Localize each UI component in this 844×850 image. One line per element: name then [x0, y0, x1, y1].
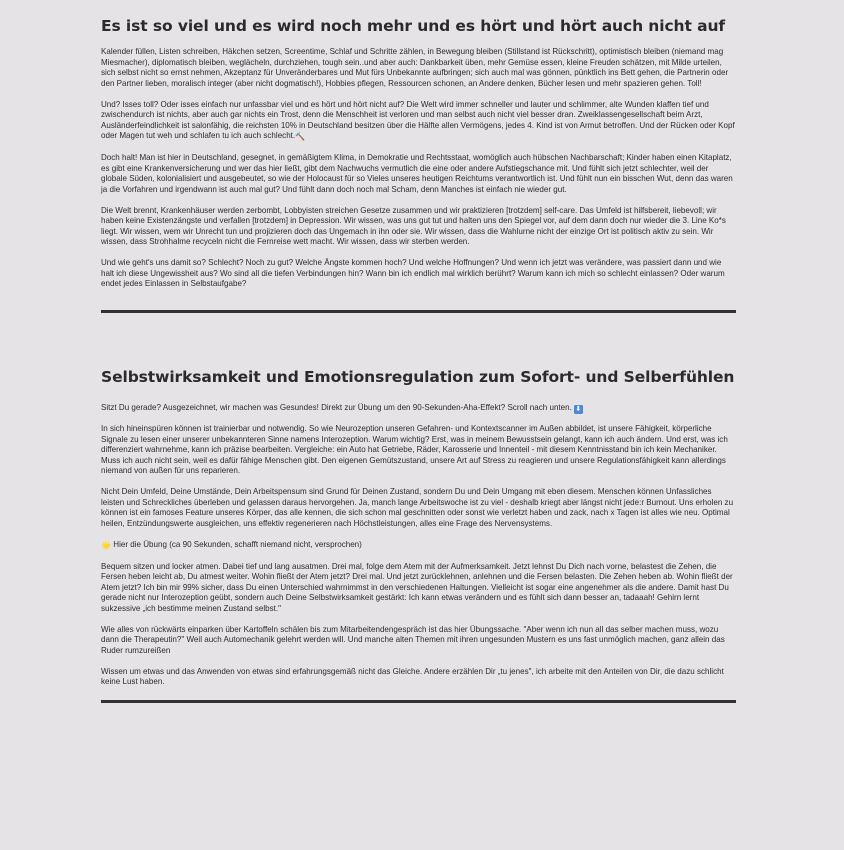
section-divider [101, 310, 736, 313]
intro-paragraph [101, 403, 736, 414]
paragraph: Kalender füllen, Listen schreiben, Häkchen setzen, Screentime, Schlaf und Schritte zählen, in Bewegung bleiben (Stillstand ist Rückschritt), optimistisch bleiben (niemand mag Miesmacher), diplomatisch bleiben, weglächeln, durchziehen, tough sein..und aber auch: Dankbarkeit üben, mehr Gemüse essen, kleine Freuden schätzen, mit Milde urteilen, sich selbst nicht so ernst nehmen, Akzeptanz für Unveränderbares und Mut fürs Unbekannte aufbringen; sich auch mal was gönnen, pünktlich ins Bett gehen, die Partnerin oder den Partner lieben, moralisch integer (aber nicht dogmatisch!), Hobbies pflegen, Ressourcen schonen, an Andere denken, Bücher lesen und mehr spazieren gehen. Toll! [101, 47, 729, 88]
exercise-heading-text: Hier die Übung (ca 90 Sekunden, schafft niemand nicht, versprochen) [113, 539, 362, 549]
section-title: Selbstwirksamkeit und Emotionsregulation zum Sofort- und Selberfühlen [101, 367, 735, 386]
paragraph: Die Welt brennt, Krankenhäuser werden zerbombt, Lobbyisten streichen Gesetze zusammen und wir praktizieren [trotzdem] self-care. Das Umfeld ist hilfsbereit, liebevoll; wir haben keine Existenzängste und verfallen [trotzdem] in Depression. Wir wissen, was uns gut tut und halten uns den Spiegel vor, auf dem dann doch nur wieder die 3. Line Ko*s liegt. Wir wissen, wem wir Unrecht tun und projizieren doch das Ungemach in ihn oder sie. Wir wissen, dass die Wahlurne nicht der einzige Ort ist politisch aktiv zu sein. Wir wissen, dass Strohhalme recyceln nicht die Fernreise wett macht. Wir wissen, dass wir sterben werden. [101, 205, 726, 246]
paragraph: Wie alles von rückwärts einparken über Kartoffeln schälen bis zum Mitarbeitendengespräch ist das hier Übungssache. "Aber wenn ich nun all das selber machen muss, wozu dann die Therapeutin?" Weil auch Automechanik gelehrt werden will. Und manche alten Themen mit ihren ungesunden Mustern es uns fast unmöglich machen, ganz allein das Ruder rumzureißen [101, 624, 725, 655]
intro-text: Sitzt Du gerade? Ausgezeichnet, wir machen was Gesundes! Direkt zur Übung um den 90-Sekunden-Aha-Effekt? Scroll nach unten. [101, 402, 572, 412]
hammer-icon: 🔨 [295, 132, 306, 141]
paragraph [101, 100, 736, 143]
section-divider [101, 700, 736, 703]
section-title: Es ist so viel und es wird noch mehr und es hört und hört auch nicht auf [101, 17, 726, 35]
paragraph: Wissen um etwas und das Anwenden von etwas sind erfahrungsgemäß nicht das Gleiche. Andere erzählen Dir „tu jenes", ich arbeite mit den Anteilen von Dir, die dazu schlicht keine Lust haben. [101, 666, 724, 686]
paragraph: In sich hineinspüren können ist trainierbar und notwendig. So wie Neurozeption unseren Gefahren- und Kontextscanner im Außen abbildet, ist unsere Fähigkeit, körperliche Signale zu lesen einer unserer unbekannteren Sinne namens Interozeption. Warum wichtig? Erst, was in meinem Bewusstsein gelangt, kann ich auch ändern. Und erst, was ich differenziert wahrnehme, kann ich präzise bearbeiten. Vergleiche: ein Auto hat Getriebe, Räder, Karosserie und Innenteil - mit diesem Kenntnisstand bin ich kein Mechaniker. Muss ich auch nicht sein, weil es dafür fähige Menschen gibt. Den eigenen Gemütszustand, unsere Art auf Stress zu reagieren und unsere Regulationsfähigkeit kann allerdings niemand von außen für uns reparieren. [101, 424, 728, 475]
star-icon: 🌟 [101, 540, 112, 550]
paragraph: Bequem sitzen und locker atmen. Dabei tief und lang ausatmen. Drei mal, folge dem Atem mit der Aufmerksamkeit. Jetzt lehnst Du Dich nach vorne, belastest die Zehen, die Fersen heben leicht ab, Du atmest weiter. Wohin fließt der Atem jetzt? Drei mal. Und jetzt zurücklehnen, anlehnen und die Fersen belasten. Die Zehen heben ab. Wohin fließt der Atem jetzt? Ich bin mir 99% sicher, dass Du einen Unterschied wahrnimmst in den verschiedenen Haltungen. Vielleicht ist sogar eine angenehmer als die andere. Damit hast Du gerade nicht nur Interozeption geübt, sondern auch Deine Selbstwirksamkeit gestärkt: Ich kann etwas verändern und es fühlt sich dann besser an, tadaaah! Gehirn lernt sukzessive „ich bestimme meinen Zustand selbst." [101, 561, 733, 613]
article-content [101, 0, 736, 703]
paragraph: Nicht Dein Umfeld, Deine Umstände, Dein Arbeitspensum sind Grund für Deinen Zustand, sondern Du und Dein Umgang mit eben diesem. Menschen können Unfassliches leisten und Schreckliches überleben und gelassen daraus hervorgehen. Ja, manch lange Arbeitswoche ist zu viel - deshalb kriegt aber längst nicht jede:r Burnout. Uns erholen zu können ist ein famoses Feature unseres Körper, das alle kennen, die sich schon mal geschnitten oder sonst wie verletzt haben und zack, nach x Tagen ist alles wie neu. Optimal heilen, Entzündungswerte ausgleichen, uns effektiv regenerieren nach Höchstleistungen, alles eine Frage des Nervensystems. [101, 487, 734, 528]
section-body [101, 47, 736, 290]
paragraph-text: Und? Isses toll? Oder isses einfach nur unfassbar viel und es hört und hört nicht auf? Die Welt wird immer schneller und lauter und schlimmer, alte Wunden klaffen tief und zwischendurch ist nichts, aber auch gar nichts ein Trost, denn die Menschheit ist verloren und man selbst auch nicht viel besser dran. Zweiklassengesellschaft beim Arzt, Ausländerfeindlichkeit ist salonfähig, die reichsten 10% in Deutschland besitzen über die Hälfte allen Vermögens, jedes 4. Kind ist von Armut betroffen. Und der Rücken oder Kopf oder Magen tut weh und schlafen tu ich auch schlecht. [101, 99, 735, 140]
section-body [101, 403, 736, 688]
arrow-down-icon: ⬇ [575, 405, 582, 413]
paragraph: Und wie geht's uns damit so? Schlecht? Noch zu gut? Welche Ängste kommen hoch? Und welche Hoffnungen? Und wenn ich jetzt was verändere, was passiert dann und wie halt ich diese Ungewissheit aus? Wo sind all die tiefen Verbindungen hin? Wann bin ich endlich mal wirklich berührt? Warum kann ich mich so schlecht einlassen? Oder warum endet jedes Einlassen in Selbstaufgabe? [101, 258, 725, 288]
paragraph: Doch halt! Man ist hier in Deutschland, gesegnet, in gemäßigtem Klima, in Demokratie und Rechtsstaat, womöglich auch hübschen Nachbarschaft; Kinder haben einen Kitaplatz, es gibt eine Krankenversicherung und wer das hier ließt, gibt dem Nachwuchs vermutlich die eine oder andere Aufstiegschance mit. Und fühlt sich jetzt schlechter, weil der globale Süden, kolonialisiert und ausgebeutet, so wie der Holocaust für so Vieles unseres heutigen Reichtums verantwortlich ist. Und fühlt nun ein bisschen Wut, denn das waren ja die Vorfahren und irgendwann ist auch mal gut? Und fühlt dann doch noch mal Scham, denn Manches ist einfach nie wieder gut. [101, 153, 733, 194]
exercise-heading [101, 540, 736, 552]
